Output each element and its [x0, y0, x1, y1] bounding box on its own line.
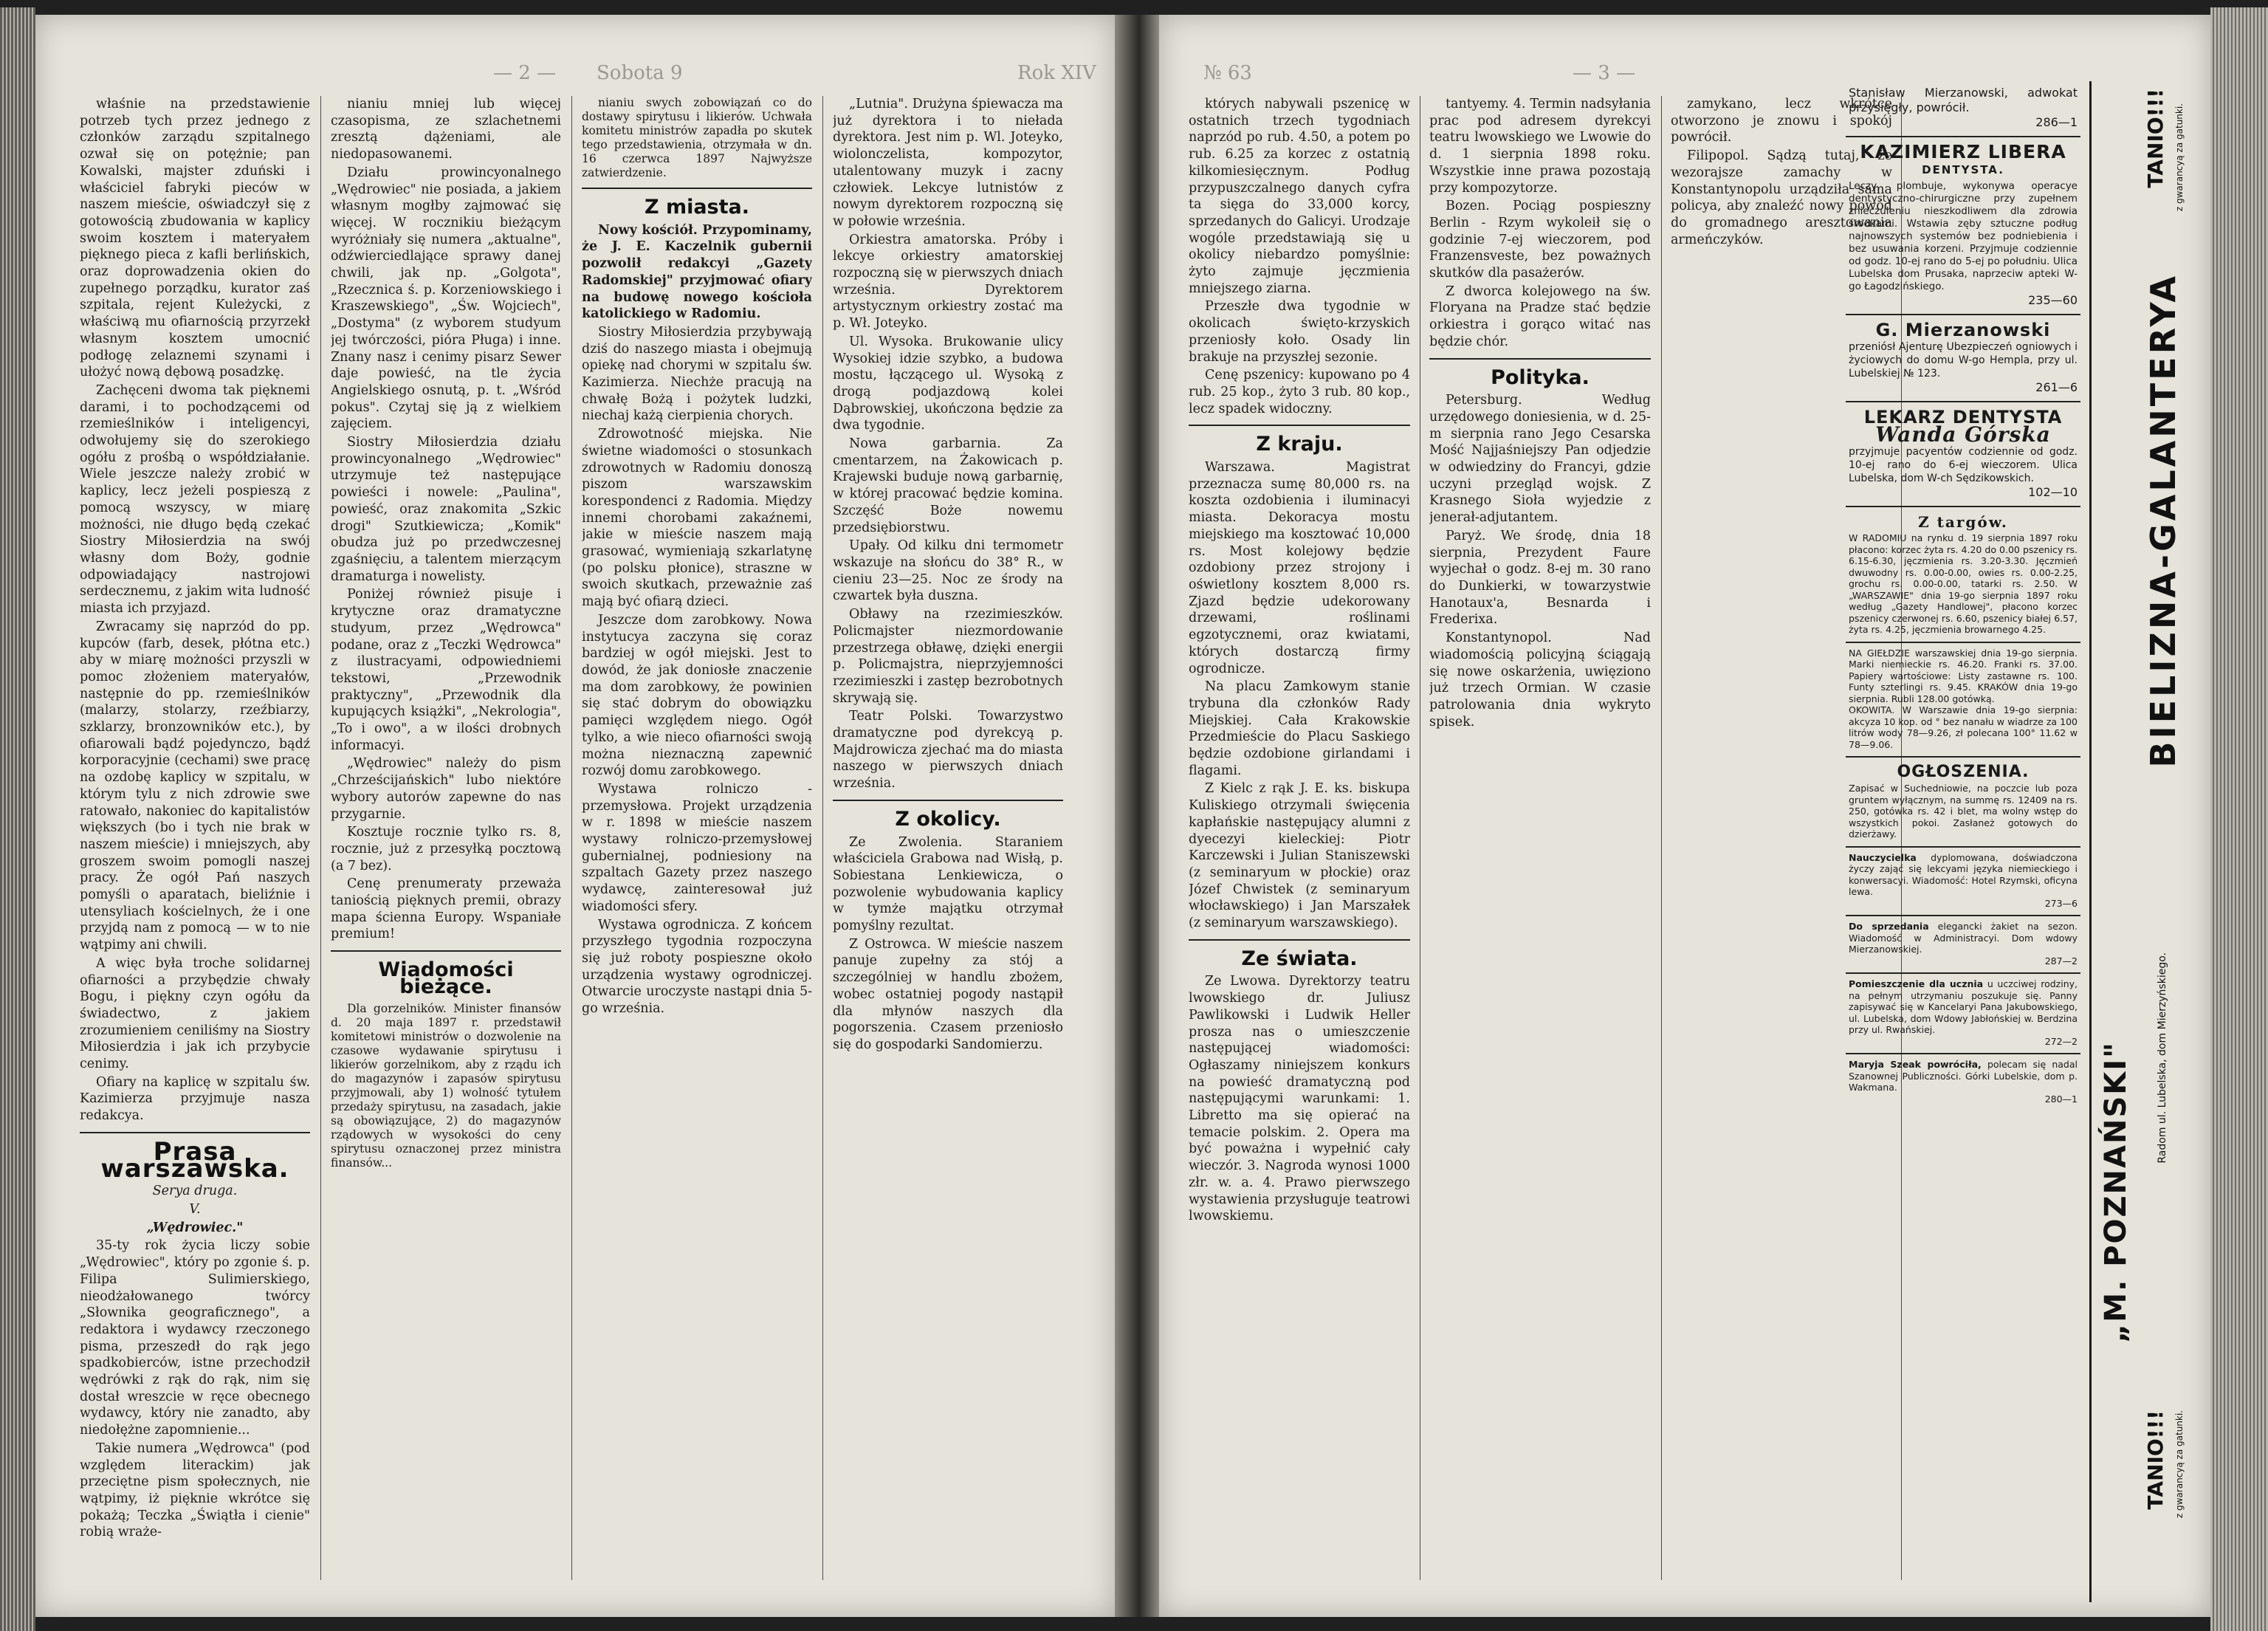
column-2	[331, 96, 561, 1587]
guarantee-top: z gwarancyą za gatunki.	[2174, 103, 2185, 212]
notices	[1846, 758, 2080, 848]
paragraph: A więc była troche solidarnej ofiarności a przybędzie chwały Bogu, i piękny czyn ogółu da świadectwo, z jakiem zrozumieniem ceniliśmy na Siostry Miłosierdzia i jak ich przybycie cenimy.	[80, 955, 310, 1072]
ad-libera	[1846, 137, 2080, 315]
paragraph: Petersburg. Według urzędowego doniesienia, w d. 25-m sierpnia rano Jego Cesarska Mość Najjaśniejszy Pan odjedzie w odwiedziny do Francyi, gdzie uczyni przegląd wojsk. Z Krasnego Sioła wyjedzie z jenerał-adjutantem.	[1429, 393, 1651, 526]
left-masthead	[35, 58, 1115, 87]
ad-code: 235—60	[2028, 293, 2078, 307]
ad-text: NA GIEŁDZIE warszawskiej dnia 19-go sierpnia. Marki niemieckie rs. 46.20. Franki rs. 37.00. Papiery wartościowe: Listy zastawne rs. 100. Funty szterlingi rs. 9.45. KRAKÓW dnia 19-go sierpnia. Rubli 128.00 gotówką.	[1849, 647, 2078, 704]
paragraph: Z Kielc z rąk J. E. ks. biskupa Kuliskiego otrzymali święcenia kapłańskie następujący alumni z dyecezyi kieleckiej: Piotr Karczewski i Julian Staniszewski (z seminaryum w płockie) oraz Józef Chwistek (z seminaryum włocławskiego) i Jan Marszałek (z seminaryum warszawskiego).	[1189, 781, 1410, 931]
paragraph: Filipopol. Sądzą tutaj, że wezorajsze zamachy w Konstantynopolu urządziła sama policya, aby znaleźć nowy powód do gromadnego aresztowania armeńczyków.	[1671, 148, 1892, 247]
book-gutter	[1115, 15, 1159, 1617]
ad-name: Do sprzedania	[1849, 921, 1929, 932]
paragraph: Jeszcze dom zarobkowy. Nowa instytucya zaczyna się coraz bardziej w ogół miejski. Jest to dowód, że jak doniosłe znaczenie ma dom zarobkowy, że powinien się stać dobrym do obowiązku pamięci względem niego. Ogół tylko, a wie nieco ofiarności swoją można nieznaczną zapewnić rozwój domu zarobkowego.	[582, 612, 812, 779]
paragraph: Działu prowincyonalnego „Wędrowiec" nie posiada, a jakiem własnym mogłby zajmować się więcej. W rocznikiu bieżącym wyróżniały się numera „aktualne", odźwierciedlające sprawy danej chwili, jak np. „Golgota", „Rzecznica ś. p. Korzeniowskiego i Kraszewskiego", „Św. Wojciech", „Dostyma" (z wyborem studyum jej twórczości, pióra Pługa) i inne. Znany nasz i cenimy pisarz Sewer daje powieść, na tle życia Angielskiego osnutą, p. t. „Wśród pokus". Czytaj się ją z wielkiem zajęciem.	[331, 165, 561, 432]
paragraph: Takie numera „Wędrowca" (pod względem literackim) jak przeciętne pism społecznych, nie wątpimy, iż pięknie wkrótce się pokażą; Teczka „Świątła i cienie" robią wraże-	[80, 1441, 310, 1540]
ad-g-mierzanowski	[1846, 315, 2080, 402]
ad-text: przeniósł Ajenturę Ubezpieczeń ogniowych i życiowych do domu W-go Hempla, przy ul. Lubelskiej № 123.	[1849, 341, 2078, 380]
paragraph: Ofiary na kaplicę w szpitalu św. Kazimierza przyjmuje nasza redakcya.	[80, 1074, 310, 1124]
column-3	[582, 96, 812, 1587]
ad-code: 272—2	[2044, 1035, 2078, 1047]
section-roman: V.	[189, 1202, 201, 1217]
paragraph: Wystawa ogrodnicza. Z końcem przyszłego tygodnia rozpoczyna się już roboty pospieszne około urządzenia wystawy ogrodniczej. Otwarcie uroczyste nastąpi dnia 5-go września.	[582, 917, 812, 1017]
ad-gorska	[1846, 402, 2080, 507]
divider	[80, 1132, 310, 1133]
divider	[1189, 425, 1410, 426]
paragraph: „Wędrowiec" należy do pism „Chrześcijańskich" lubo niektóre wybory autorów zapewne do nas przygarnie.	[331, 756, 561, 822]
section-heading: Ze świata.	[1241, 947, 1358, 970]
ad-text: przyjmuje pacyentów codziennie od godz. 10-ej rano do 6-ej wieczorem. Ulica Lubelska, dom W-ch Sędzikowskich.	[1849, 446, 2078, 484]
ad-name: G. Mierzanowski	[1875, 320, 2051, 340]
paragraph: Na placu Zamkowym stanie trybuna dla członków Rady Miejskiej. Cała Krakowskie Przedmieście do Placu Saskiego będzie ozdobione girlandami i flagami.	[1189, 679, 1410, 778]
ad-name: OGŁOSZENIA.	[1897, 763, 2030, 781]
book-edge-left	[0, 7, 35, 1631]
paragraph: Przeszłe dwa tygodnie w okolicach święto-krzyskich przeniosły koło. Osady lin brakuje na przyszłej sezonie.	[1189, 299, 1410, 365]
shop-address: Radom ul. Lubelska, dom Mierzyńskiego.	[2157, 952, 2168, 1164]
section-heading: Wiadomości bieżące.	[378, 958, 514, 998]
paragraph: których nabywali pszenicę w ostatnich trzech tygodniach naprzód po rub. 4.50, a potem po rub. 6.25 za korzec z ostatnią kilkomiesięcznym. Podług przypuszczalnego danych cyfra ta sięga do 33,000 korcy, sprzedanych do Galicyi. Urodzaje wogóle przedstawiają się u okolicy niebardzo pomyślnie: żyto zajmuje jęczmienia mniejszego ziarna.	[1189, 97, 1410, 296]
paragraph: Dla gorzelników. Minister finansów d. 20 maja 1897 r. przedstawił komitetowi ministrów o dozwolenie na czasowe wydawanie spirytusu i likierów gorzelnikom, aby z rządu ich do magazynów i zapasów spirytusu przyjmowali, aby 1) wolność tytułem przedaży spirytusu, na zasadach, jakie są obowiązujące, 2) do magazynów rządowych w wysokości do ceny spirytusu oznaczonej przez ministra finansów...	[331, 1001, 561, 1170]
ad-room	[1846, 974, 2080, 1054]
column-1	[80, 96, 310, 1587]
column-6	[1429, 96, 1651, 1587]
ad-text: Zapisać w Suchedniowie, na poczcie lub poza gruntem wyłącznym, na summę rs. 12409 na rs. 250, gotówka rs. 42 i blet, ma wolny wstęp do wszystkich pokoi. Zasłaneż gotowych do dzierżawy.	[1849, 783, 2078, 839]
ad-name: KAZIMIERZ LIBERA	[1860, 141, 2066, 162]
paragraph: Cenę pszenicy: kupowano po 4 rub. 25 kop., żyto 3 rub. 80 kop., lecz spadek widoczny.	[1189, 368, 1410, 416]
divider	[331, 950, 561, 952]
paragraph: Kosztuje rocznie tylko rs. 8, rocznie, już z przesyłką pocztową (a 7 bez).	[331, 825, 561, 873]
ad-mierzanowski	[1846, 81, 2080, 137]
ad-code: 261—6	[2035, 380, 2078, 394]
ad-code: 280—1	[2044, 1093, 2078, 1105]
ad-name: Z targów.	[1918, 513, 2008, 531]
paragraph: tantyemy. 4. Termin nadsyłania prac pod adresem dyrekcyi teatru lwowskiego we Lwowie do d. 1 sierpnia 1898 roku. Wszystkie inne prawa pozostają przy kompozytorze.	[1429, 97, 1651, 196]
paragraph: zamykano, lecz wkrótce otworzono je znowu i spokój powrócił.	[1671, 97, 1892, 145]
paragraph: Paryż. We środę, dnia 18 sierpnia, Prezydent Faure wyjechał o godz. 8-ej m. 30 rano do Dunkierki, w towarzystwie Hanotaux'a, Besnarda i Frederixa.	[1429, 528, 1651, 628]
paragraph: Nowy kościół. Przypominamy, że J. E. Kaczelnik gubernii pozwolił redakcyi „Gazety Radomskiej" przyjmować ofiary na budowę nowego kościoła katolickiego w Radomiu.	[582, 222, 812, 322]
ad-title: DENTYSTA.	[1922, 163, 2004, 176]
paragraph: Cenę prenumeraty przeważa taniością pięknych premii, obrazy mapa ścienna Europy. Wspaniałe premium!	[331, 876, 561, 942]
column-5	[1189, 96, 1410, 1587]
divider	[1189, 939, 1410, 941]
paragraph: Z dworca kolejowego na św. Floryana na Pradze stać będzie orkiestra i gorąco witać nas będzie chór.	[1429, 284, 1651, 349]
ad-text: Stanisław Mierzanowski, adwokat przysięgły, powrócił.	[1849, 86, 2078, 114]
paragraph: Konstantynopol. Nad wiadomością policyjną ściągają się nowe oskarżenia, uwięziono już trzech Ormian. W czasie patrolowania dnia wykryto spisek.	[1429, 631, 1651, 729]
column-4	[833, 96, 1063, 1587]
page-number-left: — 2 —	[493, 62, 557, 84]
section-heading: Z okolicy.	[895, 807, 1001, 831]
paragraph: „Lutnia". Drużyna śpiewacza ma już dyrektora i to niełada dyrektora. Jest nim p. Wl. Joteyko, wiolonczelista, kompozytor, utalentowany muzyk i zacny człowiek. Lekcye lutnistów z nowym dyrektorem rozpoczną się w połowie września.	[833, 97, 1063, 229]
paragraph: 35-ty rok życia liczy sobie „Wędrowiec", który po zgonie ś. p. Filipa Sulimierskiego, nieodżałowanego twórcy „Słownika geograficznego", a redaktora i wydawcy rzeczonego pisma, przeszedł do rąk jego spadkobierców, istne przechodził wędrówki z rąk do rąk, nim się dostał wreszcie w ręce obecnego wydawcy, który nie zanadto, aby niedołężne zapomnienie...	[80, 1238, 310, 1438]
section-title: „Wędrowiec."	[146, 1220, 244, 1235]
section-heading: Z miasta.	[644, 196, 750, 219]
ad-text: W RADOMIU na rynku d. 19 sierpnia 1897 roku płacono: korzec żyta rs. 4.20 do 0.00 pszenicy rs. 6.15-6.30, jęczmienia rs. 3.20-3.30. Jęczmień dwuwodny rs. 0.00-0.00, owies rs. 0.00-2.25, grochu rs. 0.00-0.00, tatarki rs. 2.50. W „WARSZAWIE" dnia 19-go sierpnia 1897 roku według „Gazety Handlowej", płacono korzec pszenicy czerwonej rs. 6.60, pszenicy białej 6.57, żyta rs. 4.25, jęczmienia browarnego 4.25.	[1849, 532, 2078, 635]
page-number-right: — 3 —	[1573, 62, 1636, 84]
divider	[1429, 358, 1651, 360]
ad-name: Nauczycielka	[1849, 851, 1917, 863]
paragraph: Wystawa rolniczo - przemysłowa. Projekt urządzenia w r. 1898 w mieście naszem wystawy rolniczo-przemysłowej gubernialnej, podniesiony na szpaltach Gazety przez naszego wydawcę, zainteresował już wiadomości sfery.	[582, 781, 812, 914]
section-subheading: Serya druga.	[152, 1184, 238, 1199]
exchange-rates	[1846, 643, 2080, 758]
paragraph: Ul. Wysoka. Brukowanie ulicy Wysokiej idzie szybko, a budowa mostu, łączącego ul. Wysoką z drogą podjazdową kolei Dąbrowskiej, ukończona będzie za dwa tygodnie.	[833, 334, 1063, 433]
paragraph: Zachęceni dwoma tak pięknemi darami, i to pochodzącemi od rzemieślników i inteligencyi, odwołujemy się do szerokiego ogółu z prośbą o współdziałanie. Wiele jeszcze należy zrobić w kaplicy, lecz jeżeli pospieszą z pomocą wszyscy, w miarę możności, nie długo będą czekać Siostry Miłosierdzia na swój własny dom Boży, godnie odpowiadający nastrojowi serdecznemu, z jakim wita ludność miasta ich przyjazd.	[80, 382, 310, 617]
masthead-date: Sobota 9	[597, 62, 683, 84]
ad-sale	[1846, 916, 2080, 974]
paragraph: Zdrowotność miejska. Nie świetne wiadomości o stosunkach zdrowotnych w Radomiu donoszą piszom warszawskim korespondenci z Radomia. Między innemi chorobami zakaźnemi, jakie w mieście naszem mają grasować, wymieniają szkarlatynę (po polsku płonice), straszne w swoich skutkach, przeważnie zaś mają być ofiarą dzieci.	[582, 427, 812, 610]
divider	[833, 800, 1063, 801]
paragraph: Z Ostrowca. W mieście naszem panuje zupełny za stój a szczególniej w handlu zbożem, wobec ostatniej pogody nastąpił dla młynów naszych dla pogorszenia. Czasem przeniosło się do gospodarki Sandomierzu.	[833, 936, 1063, 1052]
left-page	[35, 15, 1115, 1617]
column-rule	[822, 96, 823, 1580]
ad-text: elegancki żakiet na sezon. Wiadomość w Administracyi. Dom wdowy Mierzanowskiej.	[1849, 921, 2078, 955]
paragraph: Obławy na rzezimieszków. Policmajster niezmordowanie przestrzega obławę, dzięki energii p. Policmajstra, nieprzyjemności rzezimieszki i zastęp bezrobotnych skrywają się.	[833, 607, 1063, 706]
ad-name: LEKARZ DENTYSTA	[1863, 407, 2063, 428]
tanio-bottom: TANIO!!!	[2143, 1410, 2168, 1510]
poznanski-strip-ad	[2089, 81, 2195, 1602]
column-rule	[320, 96, 321, 1580]
big-slogan: BIELIZNA-GALANTERYA	[2143, 273, 2183, 768]
ad-text: Leczy, plombuje, wykonywa operacye dentystyczno-chirurgiczne przy zupełnem znieczuleniu nieszkodliwem dla zdrowia środkami. Wstawia zęby sztuczne podług najnowszych systemów bez podniebienia i bez usuwania korzeni. Przyjmuje codziennie od godz. 10-ej rano do 5-ej po południu. Ulica Lubelska dom Prusaka, naprzeciw apteki W-go Łagodzińskiego.	[1849, 180, 2078, 292]
masthead-year: Rok XIV	[1017, 62, 1096, 84]
paragraph: Siostry Miłosierdzia działu prowincyonalnego „Wędrowiec" utrzymuje też następujące powieści i nowele: „Paulina", powieść, oraz znakomita „Szkic drogi" Szutkiewicza; „Komik" obudza już po przedwczesnej zgaśnięciu, a talentem mierzącym dramaturga i nowelisty.	[331, 435, 561, 584]
paragraph: Ze Lwowa. Dyrektorzy teatru lwowskiego dr. Juliusz Pawlikowski i Ludwik Heller prosza nas o umieszczenie następującej wiadomości: Ogłaszamy niniejszem konkurs na powieść dramatyczną pod następującymi warunkami: 1. Libretto ma się opierać na temacie polskim. 2. Opera ma być poważna i wypełnić cały wieczór. 3. Nagroda wynosi 1000 złr. w. a. 4. Prawo pierwszego wystawienia przysługuje teatrowi lwowskiemu.	[1189, 974, 1410, 1224]
section-heading: Polityka.	[1491, 365, 1590, 389]
paragraph: właśnie na przedstawienie potrzeb tych przez jednego z członków zarządu szpitalnego ozwał się on potężnie; pan Kowalski, majster zduński i właściciel fabryki pieców w naszem mieście, oświadczył się z gotowością zbudowania w kaplicy swoim kosztem i materyałem pięknego pieca z kafli berlińskich, oraz doprowadzenia okien do zupełnego porządku, kurator zaś szpitala, rejent Kuleżycki, z właściwą mu ofiarnością przyrzekł własnym kosztem umocnić podłogę zelaznemi szynami i ułożyć nową dębową posadzkę.	[80, 97, 310, 380]
paragraph: nianiu swych zobowiązań co do dostawy spirytusu i likierów. Uchwała komitetu ministrów zapadła po skutek tego przedstawienia, otrzymała w dn. 16 czerwca 1897 Najwyższe zatwierdzenie.	[582, 96, 812, 179]
section-heading: Z kraju.	[1256, 433, 1343, 456]
ad-code: 102—10	[2028, 485, 2078, 499]
paragraph: Orkiestra amatorska. Próby i lekcye orkiestry amatorskiej rozpoczną się w pierwszych dniach września. Dyrektorem artystycznym orkiestry zostać ma p. Wł. Joteyko.	[833, 232, 1063, 332]
paragraph: Poniżej również pisuje i krytyczne oraz dramatyczne studyum, przez „Wędrowca" podane, oraz z „Teczki Wędrowca" z ilustracyami, odpowiedniemi tekstowi, „Przewodnik praktyczny", „Przewodnik dla kupujących książki", „Nekrologia", „To i owo", a w ilości drobnych informacyi.	[331, 587, 561, 753]
paragraph: Upały. Od kilku dni termometr wskazuje na słońcu do 38° R., w cieniu 23—25. Noc ze środy na czwartek była duszna.	[833, 538, 1063, 604]
advertisement-column	[1846, 81, 2080, 1601]
shop-name: „M. POZNAŃSKI"	[2099, 1041, 2133, 1343]
paragraph: nianiu mniej lub więcej czasopisma, ze szlachetnemi zresztą dążeniami, ale niedopasowanemi.	[331, 97, 561, 162]
paragraph: Zwracamy się naprzód do pp. kupców (farb, desek, płótna etc.) aby w miarę możności przyszli w pomoc złożeniem materyałów, następnie do pp. rzemieślników (malarzy, stolarzy, rzeźbiarzy, szklarzy, bronzowników etc.), by ofiarowali bądź pojedynczo, bądź korporacyjnie (cechami) swe pracę na ozdobę kaplicy w szpitalu, w którym tylu z nich zdrowie swe ratowało, nakoniec do kapitalistów większych (bo i tych nie brak w naszem mieście) i mniejszych, aby groszem swoim pomogli naszej pracy. Że ogół Pań naszych pomyśli o aparatach, bieliźnie i utensyliach kościelnych, że i one przyjdą nam z pomocą — w to nie wątpimy ani chwili.	[80, 619, 310, 953]
column-rule	[1661, 96, 1662, 1580]
ad-code: 287—2	[2044, 955, 2078, 966]
paragraph: Nowa garbarnia. Za cmentarzem, na Żakowicach p. Krajewski buduje nową garbarnię, w której pracować będzie komina. Szczęść Boże nowemu przedsiębiorstwu.	[833, 436, 1063, 535]
ad-title: Wanda Górska	[1875, 422, 2051, 447]
paragraph: Ze Zwolenia. Staraniem właściciela Grabowa nad Wisłą, p. Sobiestana Lenkiewicza, o pozwolenie wybudowania kaplicy w tymże majątku otrzymał pomyślny rezultat.	[833, 834, 1063, 934]
ad-szeak	[1846, 1054, 2080, 1110]
ad-text: u uczciwej rodziny, na pełnym utrzymaniu poszukuje się. Panny zapisywać się w Kancelaryi Pana Jakubowskiego, ul. Lubelska, dom Wdowy Jabłońskiej w. Berdzina przy ul. Rwańskiej.	[1849, 978, 2078, 1035]
column-rule	[571, 96, 572, 1580]
section-heading: Prasa warszawska.	[100, 1136, 289, 1184]
ad-name: Pomieszczenie dla ucznia	[1849, 978, 1984, 989]
paragraph: Teatr Polski. Towarzystwo dramatyczne pod dyrekcyą p. Majdrowicza zjechać ma do miasta naszego w pierwszych dniach września.	[833, 709, 1063, 792]
ad-code: 286—1	[2035, 115, 2078, 129]
paragraph: Siostry Miłosierdzia przybywają dziś do naszego miasta i obejmują opiekę nad chorymi w szpitalu św. Kazimierza. Niechże pracują na chwałę Bożą i pożytek ludzki, niechaj każą cierpienia chorych.	[582, 324, 812, 424]
ad-code: 273—6	[2044, 897, 2078, 909]
issue-number: № 63	[1203, 62, 1252, 84]
paragraph: Bozen. Pociąg pospieszny Berlin - Rzym wykoleił się o godzinie 7-ej wieczorem, pod Franzensveste, bez poważnych skutków dla pasażerów.	[1429, 199, 1651, 281]
tanio-top: TANIO!!!	[2143, 89, 2168, 188]
ad-text: OKOWITA. W Warszawie dnia 19-go sierpnia: akcyza 10 kop. od ° bez nanału w wiadrze za 100 litrów wody 78—9.26, zł polecana 100° 11.62 w 78—9.06.	[1849, 704, 2078, 750]
ad-name: Maryja Szeak powróciła,	[1849, 1059, 1982, 1070]
market-prices	[1846, 507, 2080, 643]
paragraph: Warszawa. Magistrat przeznacza sumę 80,000 rs. na koszta ozdobienia i iluminacyi miasta. Dekoracya mostu miejskiego ma kosztować 10,000 rs. Most kolejowy będzie ozdobiony przez strojony i oświetlony kosztem 8,000 rs. Zjazd będzie udekorowany drzewami, roślinami egzotycznemi, oraz kwiatami, których dostarczą firmy ogrodnicze.	[1189, 460, 1410, 676]
ad-text: polecam się nadal Szanownej Publiczności. Górki Lubelskie, dom p. Wakmana.	[1849, 1059, 2078, 1093]
ad-text: dyplomowana, doświadczona życzy zająć się lekcyami języka niemieckiego i konwersacyi. Wiadomość: Hotel Rzymski, oficyna lewa.	[1849, 851, 2078, 897]
book-edge-right	[2210, 7, 2268, 1631]
ad-teacher	[1846, 848, 2080, 917]
guarantee-bottom: z gwarancyą za gatunki.	[2174, 1410, 2185, 1519]
divider	[582, 188, 812, 189]
